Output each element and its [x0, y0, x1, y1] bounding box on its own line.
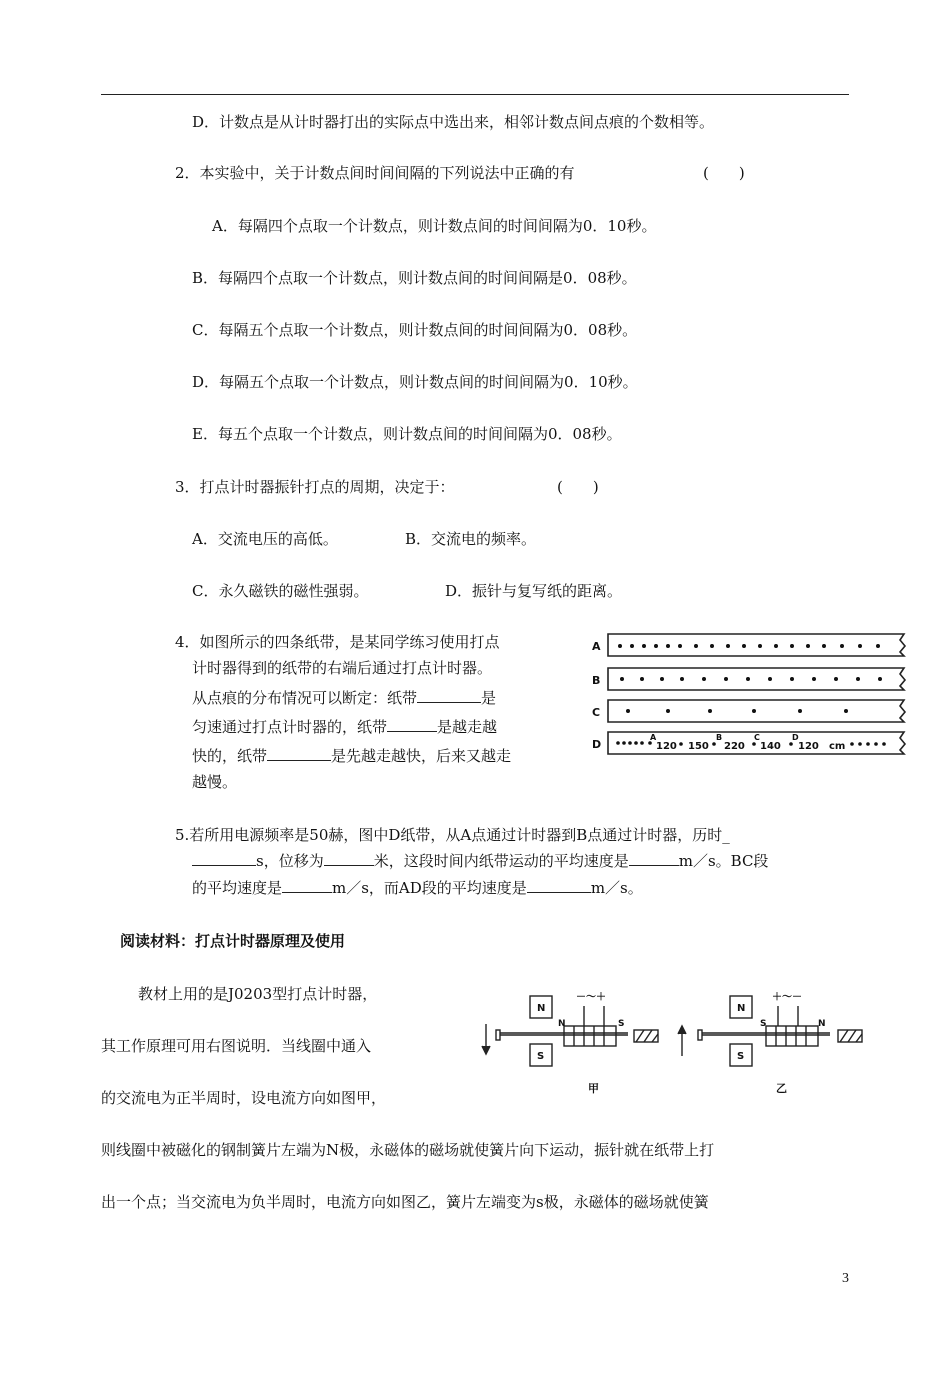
- q5-blank-avg-velocity-bc[interactable]: [282, 878, 332, 893]
- reading-paragraph-1: 教材上用的是J0203型打点计时器，: [138, 985, 378, 1003]
- reading-paragraph-3: 的交流电为正半周时，设电流方向如图甲，: [101, 1089, 387, 1107]
- q5-line-3-text-b: m／s，而AD段的平均速度是: [332, 879, 527, 897]
- q2-option-c: C．每隔五个点取一个计数点，则计数点间的时间间隔为0．08秒。: [192, 321, 638, 339]
- reading-paragraph-5: 出一个点；当交流电为负半周时，电流方向如图乙，簧片左端变为s极，永磁体的磁场就使簧: [101, 1193, 709, 1211]
- left-reed-n: N: [558, 1019, 566, 1029]
- q5-line-2-text-a: s，位移为: [256, 852, 324, 870]
- q3-stem: 3．打点计时器振针打点的周期，决定于：: [175, 478, 455, 496]
- q3-answer-paren: ( ): [557, 478, 599, 496]
- caption-jia: 甲: [588, 1082, 599, 1095]
- q2-option-e: E．每五个点取一个计数点，则计数点间的时间间隔为0．08秒。: [192, 425, 622, 443]
- tape-c: [608, 700, 905, 722]
- q4-line-5: [192, 746, 511, 766]
- q5-blank-displacement[interactable]: [324, 851, 374, 866]
- tape-d-length-1: 120: [656, 741, 677, 752]
- q4-line-1: 4．如图所示的四条纸带，是某同学练习使用打点: [175, 633, 500, 651]
- q2-option-b: B．每隔四个点取一个计数点，则计数点间的时间间隔是0．08秒。: [192, 269, 637, 287]
- header-rule: [101, 94, 849, 95]
- q5-blank-time[interactable]: [192, 851, 256, 866]
- q4-line-3: [192, 688, 496, 708]
- tape-d-point-d: D: [792, 733, 799, 742]
- tape-d-length-5: 120: [798, 741, 819, 752]
- q4-line-3-text-a: 从点痕的分布情况可以断定：纸带: [192, 689, 418, 707]
- q3-option-d: D．振针与复写纸的距离。: [445, 582, 623, 600]
- tape-label-d: D: [592, 738, 602, 751]
- q4-line-2: 计时器得到的纸带的右端后通过打点计时器。: [192, 659, 493, 677]
- q5-blank-avg-velocity-ab[interactable]: [629, 851, 679, 866]
- diagram-left: [482, 996, 658, 1066]
- paper-tapes-figure: [586, 628, 916, 764]
- tape-b-dots: [620, 677, 882, 681]
- right-polarity-signs: ＋～－: [772, 992, 802, 1003]
- tape-a-dots: [618, 644, 880, 648]
- q5-line-2-text-b: 米，这段时间内纸带运动的平均速度是: [373, 852, 629, 870]
- q4-blank-faster[interactable]: [387, 717, 437, 732]
- tape-d-point-b: B: [716, 733, 723, 742]
- left-reed-s: S: [618, 1019, 625, 1029]
- tape-label-b: B: [592, 674, 601, 687]
- tape-label-c: C: [592, 706, 601, 719]
- q3-option-a: A．交流电压的高低。: [192, 530, 338, 548]
- q5-line-3: [192, 878, 643, 898]
- q2-answer-paren: ( ): [703, 164, 745, 182]
- page-number: 3: [842, 1271, 849, 1286]
- q4-line-4: [192, 717, 497, 737]
- q4-blank-fast-then-slow[interactable]: [267, 746, 331, 761]
- q4-line-4-text-a: 匀速通过打点计时器的，纸带: [192, 718, 388, 736]
- caption-yi: 乙: [776, 1082, 787, 1095]
- q3-option-b: B．交流电的频率。: [405, 530, 537, 548]
- tape-d-length-3: 220: [724, 741, 745, 752]
- q2-option-a: A．每隔四个点取一个计数点，则计数点间的时间间隔为0．10秒。: [212, 217, 657, 235]
- tape-d-length-2: 150: [688, 741, 709, 752]
- diagram-right: [678, 996, 862, 1066]
- tape-d-unit: cm: [829, 741, 846, 752]
- q4-line-3-text-b: 是: [481, 689, 497, 707]
- left-polarity-signs: －～＋: [576, 992, 606, 1003]
- q5-line-3-text-a: 的平均速度是: [192, 879, 283, 897]
- q3-option-c: C．永久磁铁的磁性强弱。: [192, 582, 369, 600]
- q5-line-2-text-c: m／s。BC段: [678, 852, 769, 870]
- tape-b: [608, 668, 905, 690]
- reading-paragraph-4: 则线圈中被磁化的钢制簧片左端为N极，永磁体的磁场就使簧片向下运动，振针就在纸带上打: [101, 1141, 715, 1159]
- reading-title: 阅读材料：打点计时器原理及使用: [120, 932, 346, 950]
- tape-d-point-a: A: [650, 733, 657, 742]
- q5-line-2: [192, 851, 768, 871]
- tape-label-a: A: [592, 640, 601, 653]
- tape-c-dots: [626, 709, 848, 713]
- left-magnet-s: S: [537, 1051, 545, 1062]
- tape-d-length-4: 140: [760, 741, 781, 752]
- right-reed-n: N: [818, 1019, 826, 1029]
- right-magnet-n: N: [737, 1003, 746, 1014]
- right-magnet-s: S: [737, 1051, 745, 1062]
- right-reed-s: S: [760, 1019, 767, 1029]
- q4-blank-uniform[interactable]: [417, 688, 481, 703]
- tape-d-point-c: C: [754, 733, 760, 742]
- q2-stem: 2．本实验中，关于计数点间时间间隔的下列说法中正确的有: [175, 164, 575, 182]
- q1-option-d: D．计数点是从计时器打出的实际点中选出来，相邻计数点间点痕的个数相等。: [192, 113, 715, 131]
- q4-line-6: 越慢。: [192, 773, 238, 791]
- q5-line-3-text-c: m／s。: [590, 879, 643, 897]
- q4-line-4-text-b: 是越走越: [437, 718, 498, 736]
- q4-line-5-text-a: 快的，纸带: [192, 747, 268, 765]
- q4-line-5-text-b: 是先越走越快，后来又越走: [331, 747, 512, 765]
- q5-line-1: 5.若所用电源频率是50赫，图中D纸带，从A点通过计时器到B点通过计时器，历时_: [175, 826, 730, 844]
- timer-principle-diagram: [478, 984, 878, 1104]
- q2-option-d: D．每隔五个点取一个计数点，则计数点间的时间间隔为0．10秒。: [192, 373, 638, 391]
- q5-blank-avg-velocity-ad[interactable]: [527, 878, 591, 893]
- reading-paragraph-2: 其工作原理可用右图说明．当线圈中通入: [101, 1037, 372, 1055]
- left-magnet-n: N: [537, 1003, 546, 1014]
